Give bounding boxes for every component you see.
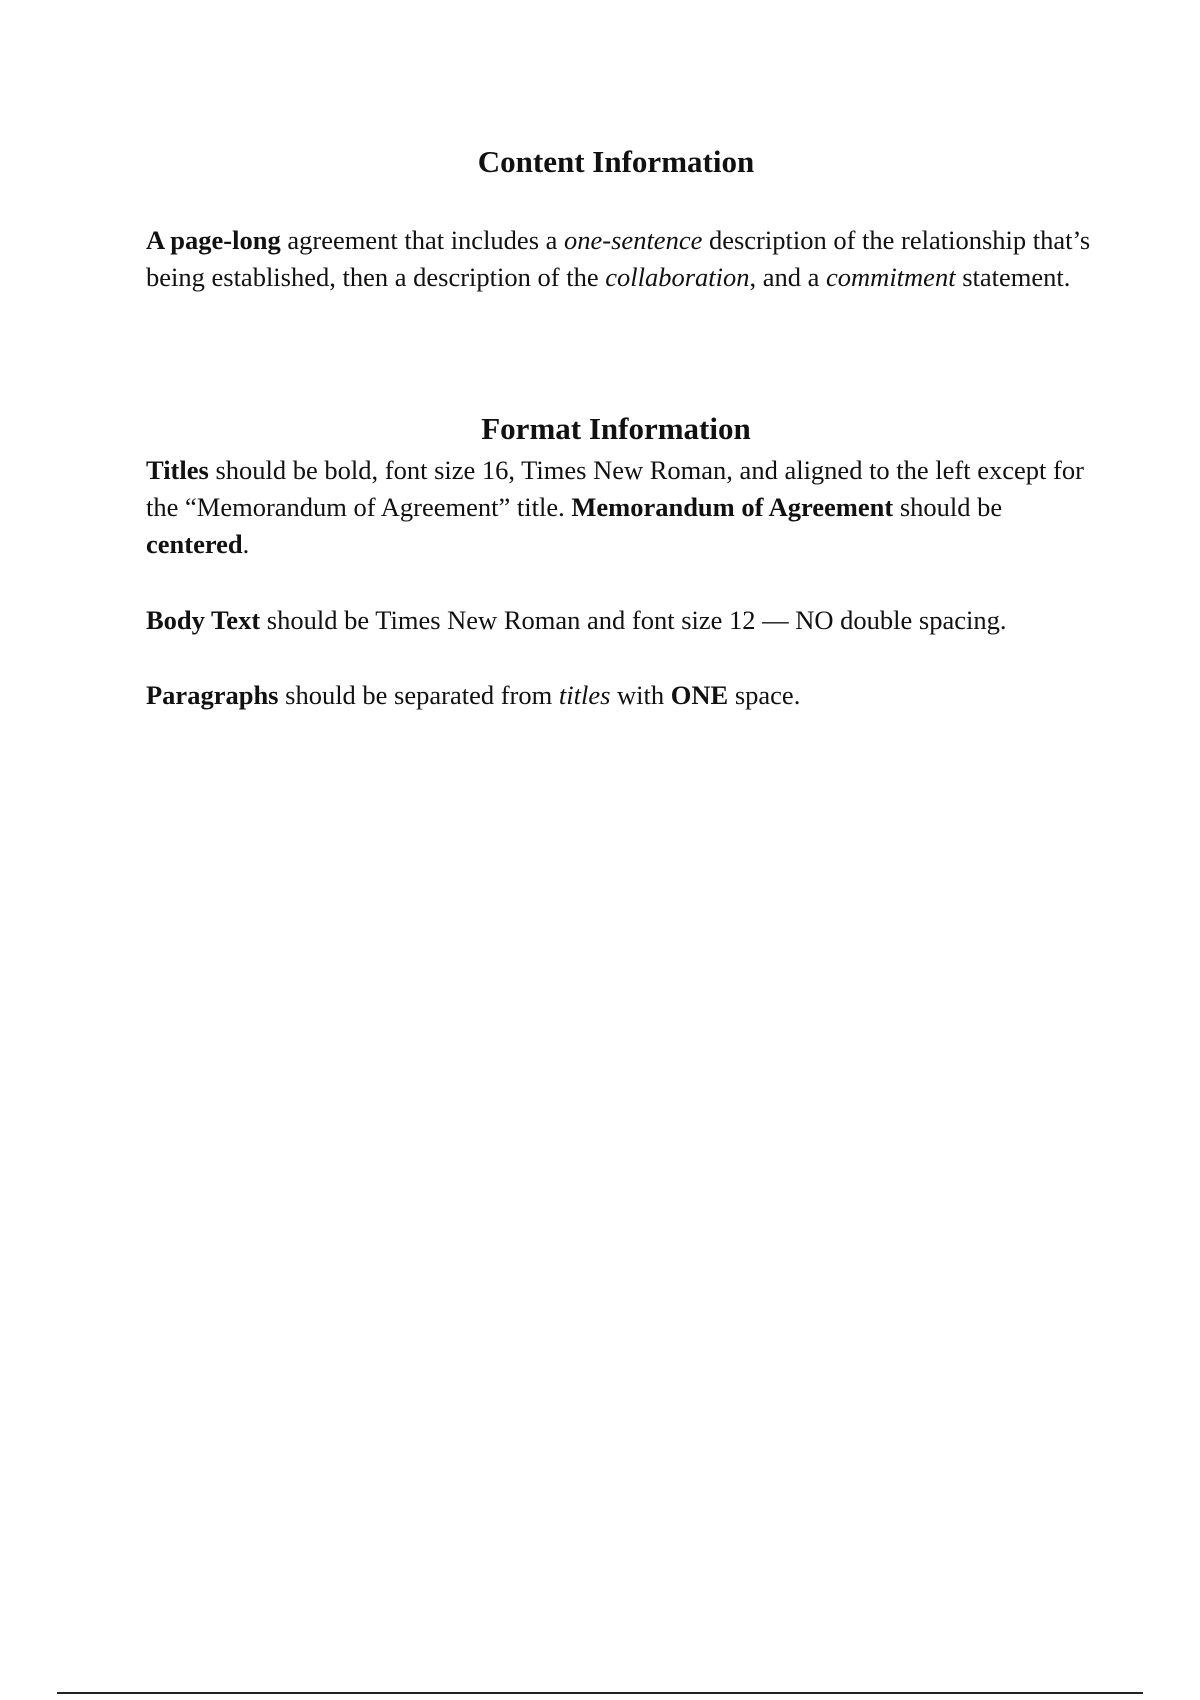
italic-run: commitment: [826, 262, 956, 292]
text-run: agreement that includes a: [280, 225, 565, 255]
content-description-paragraph: [146, 222, 1096, 296]
content-information-heading: Content Information: [477, 144, 755, 179]
text-run: should be separated from: [278, 680, 559, 710]
page-bottom-rule: [57, 1692, 1143, 1694]
text-run: statement.: [955, 262, 1071, 292]
text-run: should be: [893, 492, 1003, 522]
bold-run: Body Text: [146, 605, 261, 635]
italic-run: one-sentence: [564, 225, 703, 255]
bold-run: Titles: [146, 455, 209, 485]
text-run: should be Times New Roman and font size 12 — NO double spacing.: [260, 605, 1007, 635]
bold-run: ONE: [670, 680, 729, 710]
titles-format-paragraph: [146, 452, 1096, 563]
paragraphs-format-paragraph: [146, 677, 1096, 714]
italic-run: titles: [558, 680, 611, 710]
format-information-heading: Format Information: [481, 411, 751, 446]
bold-run: centered: [146, 529, 243, 559]
bold-run: Memorandum of Agreement: [571, 492, 894, 522]
italic-run: collaboration: [605, 262, 750, 292]
text-run: description of the relationship that’s being established, then a description of the: [146, 225, 1091, 292]
text-run: , and a: [749, 262, 827, 292]
text-run: .: [242, 529, 250, 559]
text-run: space.: [728, 680, 801, 710]
bold-run: Paragraphs: [146, 680, 279, 710]
body-text-format-paragraph: [146, 602, 1096, 639]
text-run: with: [610, 680, 671, 710]
text-run: should be bold, font size 16, Times New Roman, and aligned to the left except for the “Memorandum of Agreement” title.: [146, 455, 1084, 522]
bold-run: A page-long: [146, 225, 281, 255]
